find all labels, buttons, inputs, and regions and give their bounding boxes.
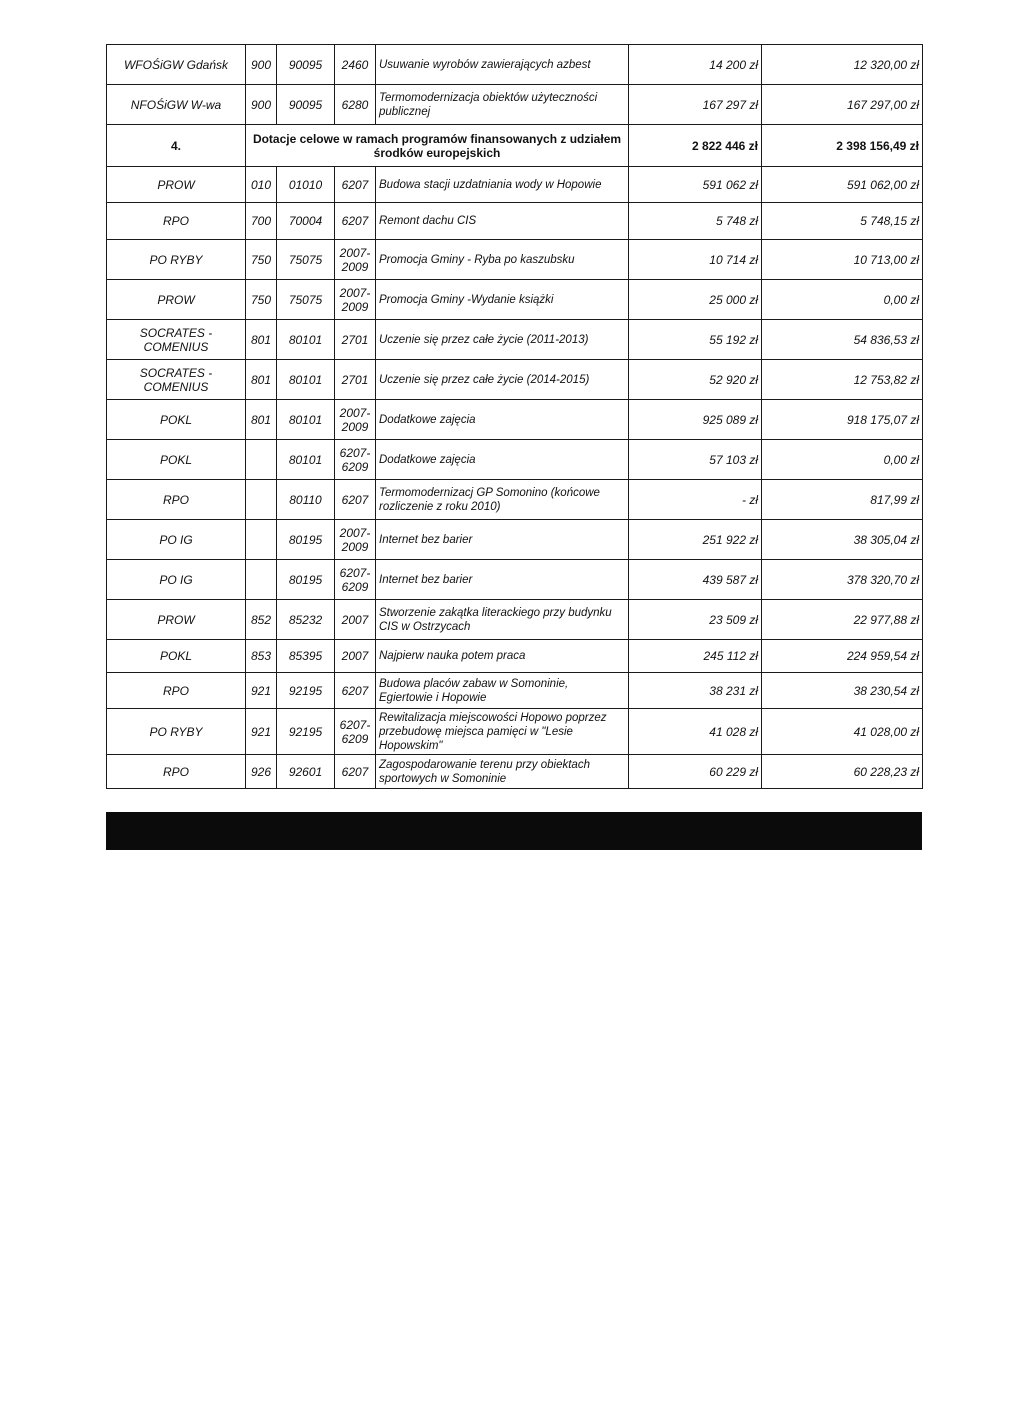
paragraf-cell: 2701	[335, 320, 376, 360]
dzial-cell: 900	[246, 85, 277, 125]
dzial-cell: 900	[246, 45, 277, 85]
paragraf-cell: 6207	[335, 203, 376, 240]
plan-amount-cell: 38 231 zł	[629, 673, 762, 709]
table-row	[107, 203, 923, 240]
executed-amount-cell: 41 028,00 zł	[762, 709, 923, 755]
source-cell: PROW	[107, 280, 246, 320]
plan-amount-cell: 251 922 zł	[629, 520, 762, 560]
task-name-cell: Najpierw nauka potem praca	[376, 640, 629, 673]
rozdzial-cell: 75075	[277, 240, 335, 280]
plan-amount-cell: 57 103 zł	[629, 440, 762, 480]
plan-amount-cell: 591 062 zł	[629, 167, 762, 203]
table-row	[107, 400, 923, 440]
dzial-cell	[246, 520, 277, 560]
source-cell: RPO	[107, 673, 246, 709]
paragraf-cell: 6207	[335, 167, 376, 203]
source-cell: PO IG	[107, 560, 246, 600]
scan-footer-bar	[106, 812, 922, 850]
task-name-cell: Dodatkowe zajęcia	[376, 400, 629, 440]
plan-amount-cell: 5 748 zł	[629, 203, 762, 240]
table-row	[107, 600, 923, 640]
dzial-cell: 801	[246, 400, 277, 440]
task-name-cell: Promocja Gminy -Wydanie książki	[376, 280, 629, 320]
task-name-cell: Budowa placów zabaw w Somoninie, Egiertowie i Hopowie	[376, 673, 629, 709]
task-name-cell: Uczenie się przez całe życie (2014-2015)	[376, 360, 629, 400]
table-row	[107, 560, 923, 600]
plan-amount-cell: 10 714 zł	[629, 240, 762, 280]
plan-amount-cell: 14 200 zł	[629, 45, 762, 85]
source-cell: RPO	[107, 755, 246, 789]
source-cell: PO RYBY	[107, 240, 246, 280]
task-name-cell: Remont dachu CIS	[376, 203, 629, 240]
task-name-cell: Rewitalizacja miejscowości Hopowo poprzez przebudowę miejsca pamięci w "Lesie Hopowskim"	[376, 709, 629, 755]
dzial-cell	[246, 480, 277, 520]
plan-amount-cell: 60 229 zł	[629, 755, 762, 789]
section-plan-total: 2 822 446 zł	[629, 125, 762, 167]
source-cell: SOCRATES - COMENIUS	[107, 360, 246, 400]
executed-amount-cell: 591 062,00 zł	[762, 167, 923, 203]
table-row	[107, 440, 923, 480]
source-cell: WFOŚiGW Gdańsk	[107, 45, 246, 85]
rozdzial-cell: 70004	[277, 203, 335, 240]
table-row	[107, 85, 923, 125]
plan-amount-cell: 23 509 zł	[629, 600, 762, 640]
table-row	[107, 320, 923, 360]
rozdzial-cell: 80101	[277, 360, 335, 400]
paragraf-cell: 6207	[335, 673, 376, 709]
task-name-cell: Promocja Gminy - Ryba po kaszubsku	[376, 240, 629, 280]
task-name-cell: Uczenie się przez całe życie (2011-2013)	[376, 320, 629, 360]
task-name-cell: Usuwanie wyrobów zawierających azbest	[376, 45, 629, 85]
rozdzial-cell: 80101	[277, 440, 335, 480]
source-cell: POKL	[107, 400, 246, 440]
paragraf-cell: 6207	[335, 755, 376, 789]
rozdzial-cell: 80101	[277, 400, 335, 440]
section-executed-total: 2 398 156,49 zł	[762, 125, 923, 167]
source-cell: PROW	[107, 600, 246, 640]
plan-amount-cell: 55 192 zł	[629, 320, 762, 360]
task-name-cell: Stworzenie zakątka literackiego przy budynku CIS w Ostrzycach	[376, 600, 629, 640]
plan-amount-cell: 245 112 zł	[629, 640, 762, 673]
table-row	[107, 709, 923, 755]
paragraf-cell: 6207-6209	[335, 440, 376, 480]
source-cell: PO IG	[107, 520, 246, 560]
executed-amount-cell: 12 753,82 zł	[762, 360, 923, 400]
paragraf-cell: 2007-2009	[335, 520, 376, 560]
executed-amount-cell: 10 713,00 zł	[762, 240, 923, 280]
executed-amount-cell: 60 228,23 zł	[762, 755, 923, 789]
rozdzial-cell: 85232	[277, 600, 335, 640]
executed-amount-cell: 38 305,04 zł	[762, 520, 923, 560]
table-row	[107, 520, 923, 560]
source-cell: POKL	[107, 640, 246, 673]
executed-amount-cell: 38 230,54 zł	[762, 673, 923, 709]
dzial-cell: 801	[246, 360, 277, 400]
paragraf-cell: 2007-2009	[335, 280, 376, 320]
budget-table	[106, 44, 923, 789]
section-title: Dotacje celowe w ramach programów finansowanych z udziałem środków europejskich	[246, 125, 629, 167]
paragraf-cell: 6207-6209	[335, 560, 376, 600]
executed-amount-cell: 167 297,00 zł	[762, 85, 923, 125]
task-name-cell: Dodatkowe zajęcia	[376, 440, 629, 480]
rozdzial-cell: 80195	[277, 520, 335, 560]
task-name-cell: Budowa stacji uzdatniania wody w Hopowie	[376, 167, 629, 203]
task-name-cell: Zagospodarowanie terenu przy obiektach sportowych w Somoninie	[376, 755, 629, 789]
plan-amount-cell: 41 028 zł	[629, 709, 762, 755]
rozdzial-cell: 01010	[277, 167, 335, 203]
task-name-cell: Termomodernizacja obiektów użyteczności publicznej	[376, 85, 629, 125]
rozdzial-cell: 90095	[277, 45, 335, 85]
table-row	[107, 360, 923, 400]
table-row	[107, 480, 923, 520]
table-row	[107, 240, 923, 280]
executed-amount-cell: 0,00 zł	[762, 280, 923, 320]
executed-amount-cell: 12 320,00 zł	[762, 45, 923, 85]
table-row	[107, 280, 923, 320]
plan-amount-cell: 439 587 zł	[629, 560, 762, 600]
source-cell: PO RYBY	[107, 709, 246, 755]
paragraf-cell: 2007	[335, 640, 376, 673]
table-row	[107, 167, 923, 203]
rozdzial-cell: 85395	[277, 640, 335, 673]
plan-amount-cell: 25 000 zł	[629, 280, 762, 320]
paragraf-cell: 6207	[335, 480, 376, 520]
executed-amount-cell: 918 175,07 zł	[762, 400, 923, 440]
rozdzial-cell: 92195	[277, 673, 335, 709]
section-header-row	[107, 125, 923, 167]
dzial-cell: 010	[246, 167, 277, 203]
rozdzial-cell: 92195	[277, 709, 335, 755]
plan-amount-cell: 167 297 zł	[629, 85, 762, 125]
executed-amount-cell: 5 748,15 zł	[762, 203, 923, 240]
paragraf-cell: 2701	[335, 360, 376, 400]
task-name-cell: Internet bez barier	[376, 520, 629, 560]
task-name-cell: Internet bez barier	[376, 560, 629, 600]
rozdzial-cell: 80101	[277, 320, 335, 360]
dzial-cell: 921	[246, 709, 277, 755]
dzial-cell: 926	[246, 755, 277, 789]
dzial-cell: 853	[246, 640, 277, 673]
dzial-cell	[246, 560, 277, 600]
dzial-cell: 750	[246, 280, 277, 320]
dzial-cell: 801	[246, 320, 277, 360]
task-name-cell: Termomodernizacj GP Somonino (końcowe rozliczenie z roku 2010)	[376, 480, 629, 520]
executed-amount-cell: 378 320,70 zł	[762, 560, 923, 600]
rozdzial-cell: 92601	[277, 755, 335, 789]
dzial-cell: 750	[246, 240, 277, 280]
source-cell: SOCRATES - COMENIUS	[107, 320, 246, 360]
rozdzial-cell: 90095	[277, 85, 335, 125]
table-row	[107, 640, 923, 673]
paragraf-cell: 2007-2009	[335, 400, 376, 440]
budget-table-body	[107, 45, 923, 789]
plan-amount-cell: - zł	[629, 480, 762, 520]
plan-amount-cell: 52 920 zł	[629, 360, 762, 400]
paragraf-cell: 2007	[335, 600, 376, 640]
dzial-cell: 852	[246, 600, 277, 640]
table-row	[107, 45, 923, 85]
executed-amount-cell: 0,00 zł	[762, 440, 923, 480]
dzial-cell	[246, 440, 277, 480]
paragraf-cell: 2007-2009	[335, 240, 376, 280]
executed-amount-cell: 224 959,54 zł	[762, 640, 923, 673]
table-row	[107, 755, 923, 789]
executed-amount-cell: 817,99 zł	[762, 480, 923, 520]
source-cell: RPO	[107, 480, 246, 520]
dzial-cell: 700	[246, 203, 277, 240]
budget-sheet	[106, 44, 922, 789]
paragraf-cell: 6280	[335, 85, 376, 125]
rozdzial-cell: 80110	[277, 480, 335, 520]
source-cell: POKL	[107, 440, 246, 480]
executed-amount-cell: 54 836,53 zł	[762, 320, 923, 360]
source-cell: RPO	[107, 203, 246, 240]
rozdzial-cell: 75075	[277, 280, 335, 320]
plan-amount-cell: 925 089 zł	[629, 400, 762, 440]
source-cell: NFOŚiGW W-wa	[107, 85, 246, 125]
table-row	[107, 673, 923, 709]
paragraf-cell: 2460	[335, 45, 376, 85]
paragraf-cell: 6207-6209	[335, 709, 376, 755]
dzial-cell: 921	[246, 673, 277, 709]
section-number: 4.	[107, 125, 246, 167]
rozdzial-cell: 80195	[277, 560, 335, 600]
executed-amount-cell: 22 977,88 zł	[762, 600, 923, 640]
source-cell: PROW	[107, 167, 246, 203]
